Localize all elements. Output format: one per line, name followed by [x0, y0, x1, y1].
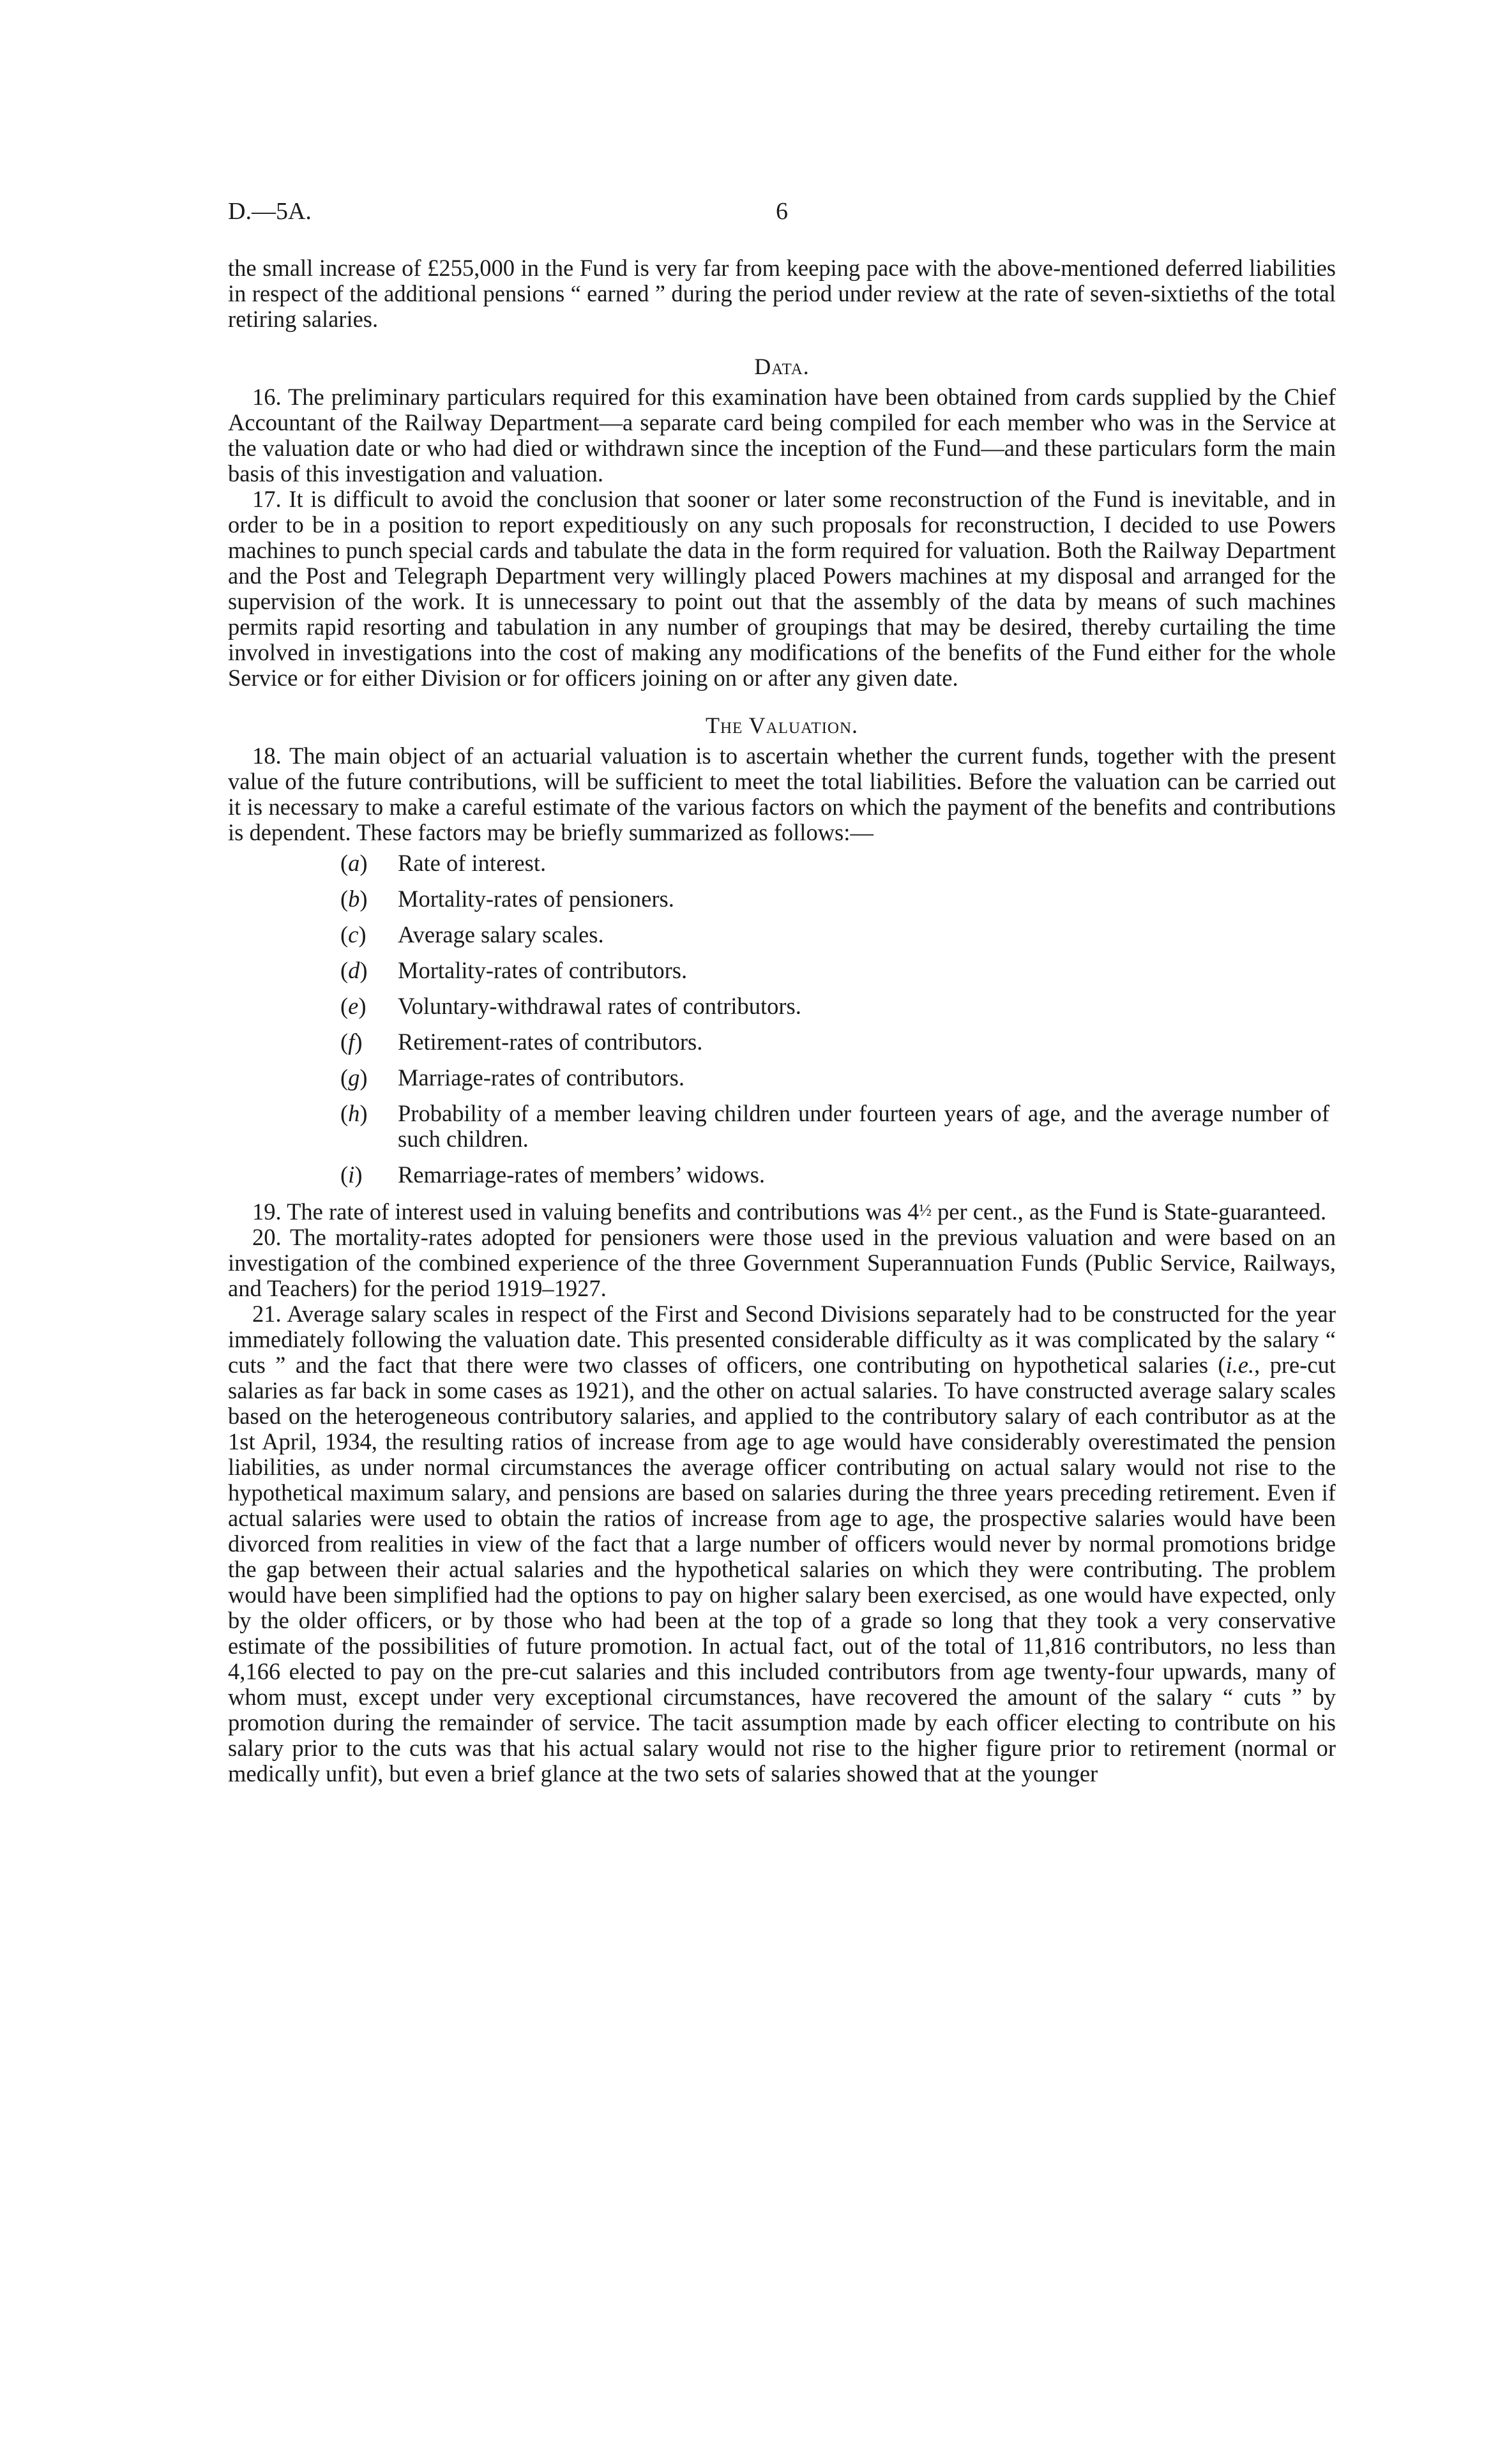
list-item: (g) Marriage-rates of contributors.: [340, 1064, 685, 1091]
paragraph-18: 18. The main object of an actuarial valuation is to ascertain whether the current funds, together with the present value of the future contributions, will be sufficient to meet the total liabilities. Before the valuation can be carried out it is necessary to make a careful estimate of the various factors on which the payment of the benefits and contributions is dependent. These factors may be briefly summarized as follows:—: [228, 743, 1336, 845]
paragraph-16: 16. The preliminary particulars required for this examination have been obtained from cards supplied by the Chief Accountant of the Railway Department—a separate card being compiled for each member who was in the Service at the valuation date or who had died or withdrawn since the inception of the Fund—and these particulars form the main basis of this investigation and valuation.: [228, 384, 1336, 487]
list-item: (e) Voluntary-withdrawal rates of contributors.: [340, 993, 801, 1019]
document-body: [228, 255, 1336, 1787]
paragraph-17: 17. It is difficult to avoid the conclusion that sooner or later some reconstruction of the Fund is inevitable, and in order to be in a position to report expeditiously on any such proposals for reconstruction, I decided to use Powers machines to punch special cards and tabulate the data in the form required for valuation. Both the Railway Department and the Post and Telegraph Department very willingly placed Powers machines at my disposal and arranged for the supervision of the work. It is unnecessary to point out that the assembly of the data by means of such machines permits rapid resorting and tabulation in any number of groupings that may be desired, thereby curtailing the time involved in investigations into the cost of making any modifications of the benefits of the Fund either for the whole Service or for either Division or for officers joining on or after any given date.: [228, 486, 1336, 691]
list-item: (h) Probability of a member leaving children under fourteen years of age, and the average number of such children.: [340, 1100, 1329, 1152]
list-item: (i) Remarriage-rates of members’ widows.: [340, 1161, 765, 1188]
paragraph-continuation: the small increase of £255,000 in the Fund is very far from keeping pace with the above-mentioned deferred liabilities in respect of the additional pensions “ earned ” during the period under review at the rate of seven-sixtieths of the total retiring salaries.: [228, 255, 1336, 332]
document-reference: D.—5A.: [228, 198, 312, 225]
paragraph-20: 20. The mortality-rates adopted for pensioners were those used in the previous valuation and were based on an investigation of the combined experience of the three Government Superannuation Funds (Public Service, Railways, and Teachers) for the period 1919–1927.: [228, 1224, 1336, 1301]
list-item: (b) Mortality-rates of pensioners.: [340, 886, 674, 912]
page-header: [228, 195, 1336, 228]
paragraph-19: 19. The rate of interest used in valuing benefits and contributions was 4½ per cent., as the Fund is State-guaranteed.: [252, 1198, 1327, 1225]
page-number: 6: [776, 198, 788, 225]
list-item: (f) Retirement-rates of contributors.: [340, 1029, 703, 1055]
factor-list: [228, 850, 1336, 1188]
list-item: (c) Average salary scales.: [340, 921, 604, 948]
section-heading-data: Data.: [754, 354, 810, 379]
paragraph-21: 21. Average salary scales in respect of the First and Second Divisions separately had to be constructed for the year immediately following the valuation date. This presented considerable difficulty as it was complicated by the salary “ cuts ” and the fact that there were two classes of officers, one contributing on hypothetical salaries (i.e., pre-cut salaries as far back in some cases as 1921), and the other on actual salaries. To have constructed average salary scales based on the heterogeneous contributory salaries, and applied to the contributory salary of each contributor as at the 1st April, 1934, the resulting ratios of increase from age to age would have considerably overestimated the pension liabilities, as under normal circumstances the average officer contributing on actual salary would not rise to the hypothetical maximum salary, and pensions are based on salaries during the three years preceding retirement. Even if actual salaries were used to obtain the ratios of increase from age to age, the prospective salaries would have been divorced from realities in view of the fact that a large number of officers would never by normal promotions bridge the gap between their actual salaries and the hypothetical salaries on which they were contributing. The problem would have been simplified had the options to pay on higher salary been exercised, as one would have expected, only by the older officers, or by those who had been at the top of a grade so long that they took a very conservative estimate of the possibilities of future promotion. In actual fact, out of the total of 11,816 contributors, no less than 4,166 elected to pay on the pre-cut salaries and this included contributors from age twenty-four upwards, many of whom must, except under very exceptional circumstances, have recovered the amount of the salary “ cuts ” by promotion during the remainder of service. The tacit assumption made by each officer electing to contribute on his salary prior to the cuts was that his actual salary would not rise to the higher figure prior to retirement (normal or medically unfit), but even a brief glance at the two sets of salaries showed that at the younger: [228, 1301, 1336, 1787]
list-item: (d) Mortality-rates of contributors.: [340, 957, 688, 983]
section-heading-valuation: The Valuation.: [705, 713, 859, 738]
list-item: (a) Rate of interest.: [340, 850, 547, 876]
